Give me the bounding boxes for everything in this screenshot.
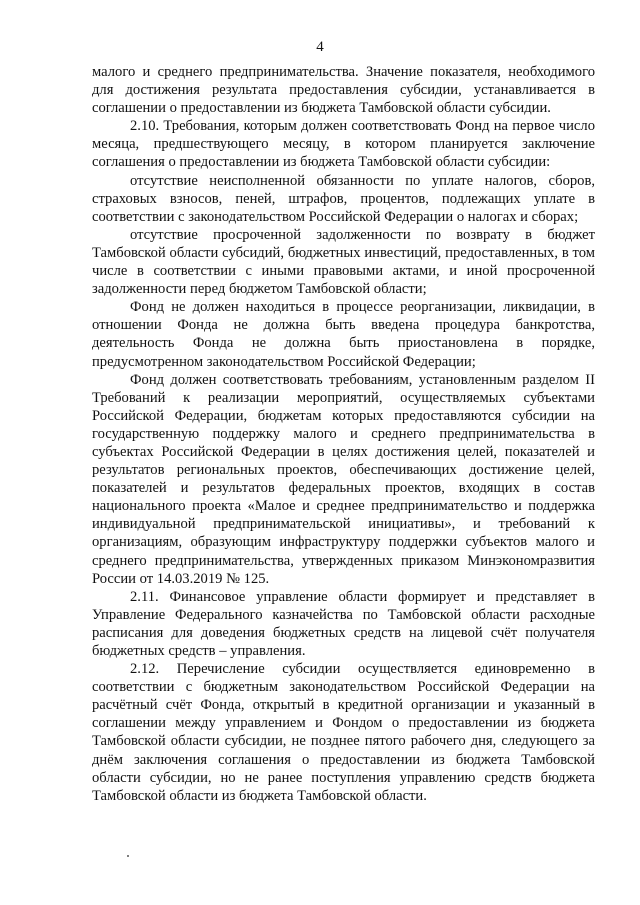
paragraph-requirement-reorganization: Фонд не должен находиться в процессе реорганизации, ликвидации, в отношении Фонда не должна быть введена процедура банкротства, деятельность Фонда не должна быть приостановлена в порядке, предусмотренном законодательством Российской Федерации;	[92, 299, 595, 370]
paragraph-requirement-taxes: отсутствие неисполненной обязанности по уплате налогов, сборов, страховых взносов, пеней, штрафов, процентов, подлежащих уплате в соответствии с законодательством Российской Федерации о налогах и сборах;	[92, 172, 595, 225]
paragraph-clause-2-12: 2.12. Перечисление субсидии осуществляется единовременно в соответствии с бюджетным законодательством Российской Федерации на расчётный счёт Фонда, открытый в кредитной организации и указанный в соглашении между управлением и Фондом о предоставлении из бюджета Тамбовской области субсидии, не позднее пятого рабочего дня, следующего за днём заключения соглашения о предоставлении из бюджета Тамбовской области субсидии, но не ранее поступления управлению средств бюджета Тамбовской области из бюджета Тамбовской области.	[92, 661, 595, 804]
paragraph-continuation: малого и среднего предпринимательства. Значение показателя, необходимого для достижения результата предоставления субсидии, устанавливается в соглашении о предоставлении из бюджета Тамбовской области субсидии.	[92, 64, 595, 117]
paragraph-clause-2-11: 2.11. Финансовое управление области формирует и представляет в Управление Федерального казначейства по Тамбовской области расходные расписания для доведения бюджетных средств на лицевой счёт получателя бюджетных средств – управления.	[92, 588, 595, 659]
paragraph-requirement-section-ii: Фонд должен соответствовать требованиям, установленным разделом II Требований к реализации мероприятий, осуществляемых субъектами Российской Федерации, бюджетам которых предоставляются субсидии на государственную поддержку малого и среднего предпринимательства в субъектах Российской Федерации в целях достижения целей, показателей и результатов региональных проектов, обеспечивающих достижение целей, показателей и результатов федеральных проектов, входящих в состав национального проекта «Малое и среднее предпринимательство и поддержка индивидуальной предпринимательской инициативы», и требований к организациям, образующим инфраструктуру поддержки субъектов малого и среднего предпринимательства, утвержденных приказом Минэкономразвития России от 14.03.2019 № 125.	[92, 371, 595, 587]
paragraph-clause-2-10: 2.10. Требования, которым должен соответствовать Фонд на первое число месяца, предшествующего месяцу, в котором планируется заключение соглашения о предоставлении из бюджета Тамбовской области субсидии:	[92, 118, 595, 171]
page-number: 4	[316, 39, 324, 55]
document-body	[92, 63, 595, 805]
paragraph-requirement-debt: отсутствие просроченной задолженности по возврату в бюджет Тамбовской области субсидий, бюджетных инвестиций, предоставленных, в том числе в соответствии с иными правовыми актами, и иной просроченной задолженности перед бюджетом Тамбовской области;	[92, 226, 595, 298]
scan-speck	[127, 855, 129, 857]
